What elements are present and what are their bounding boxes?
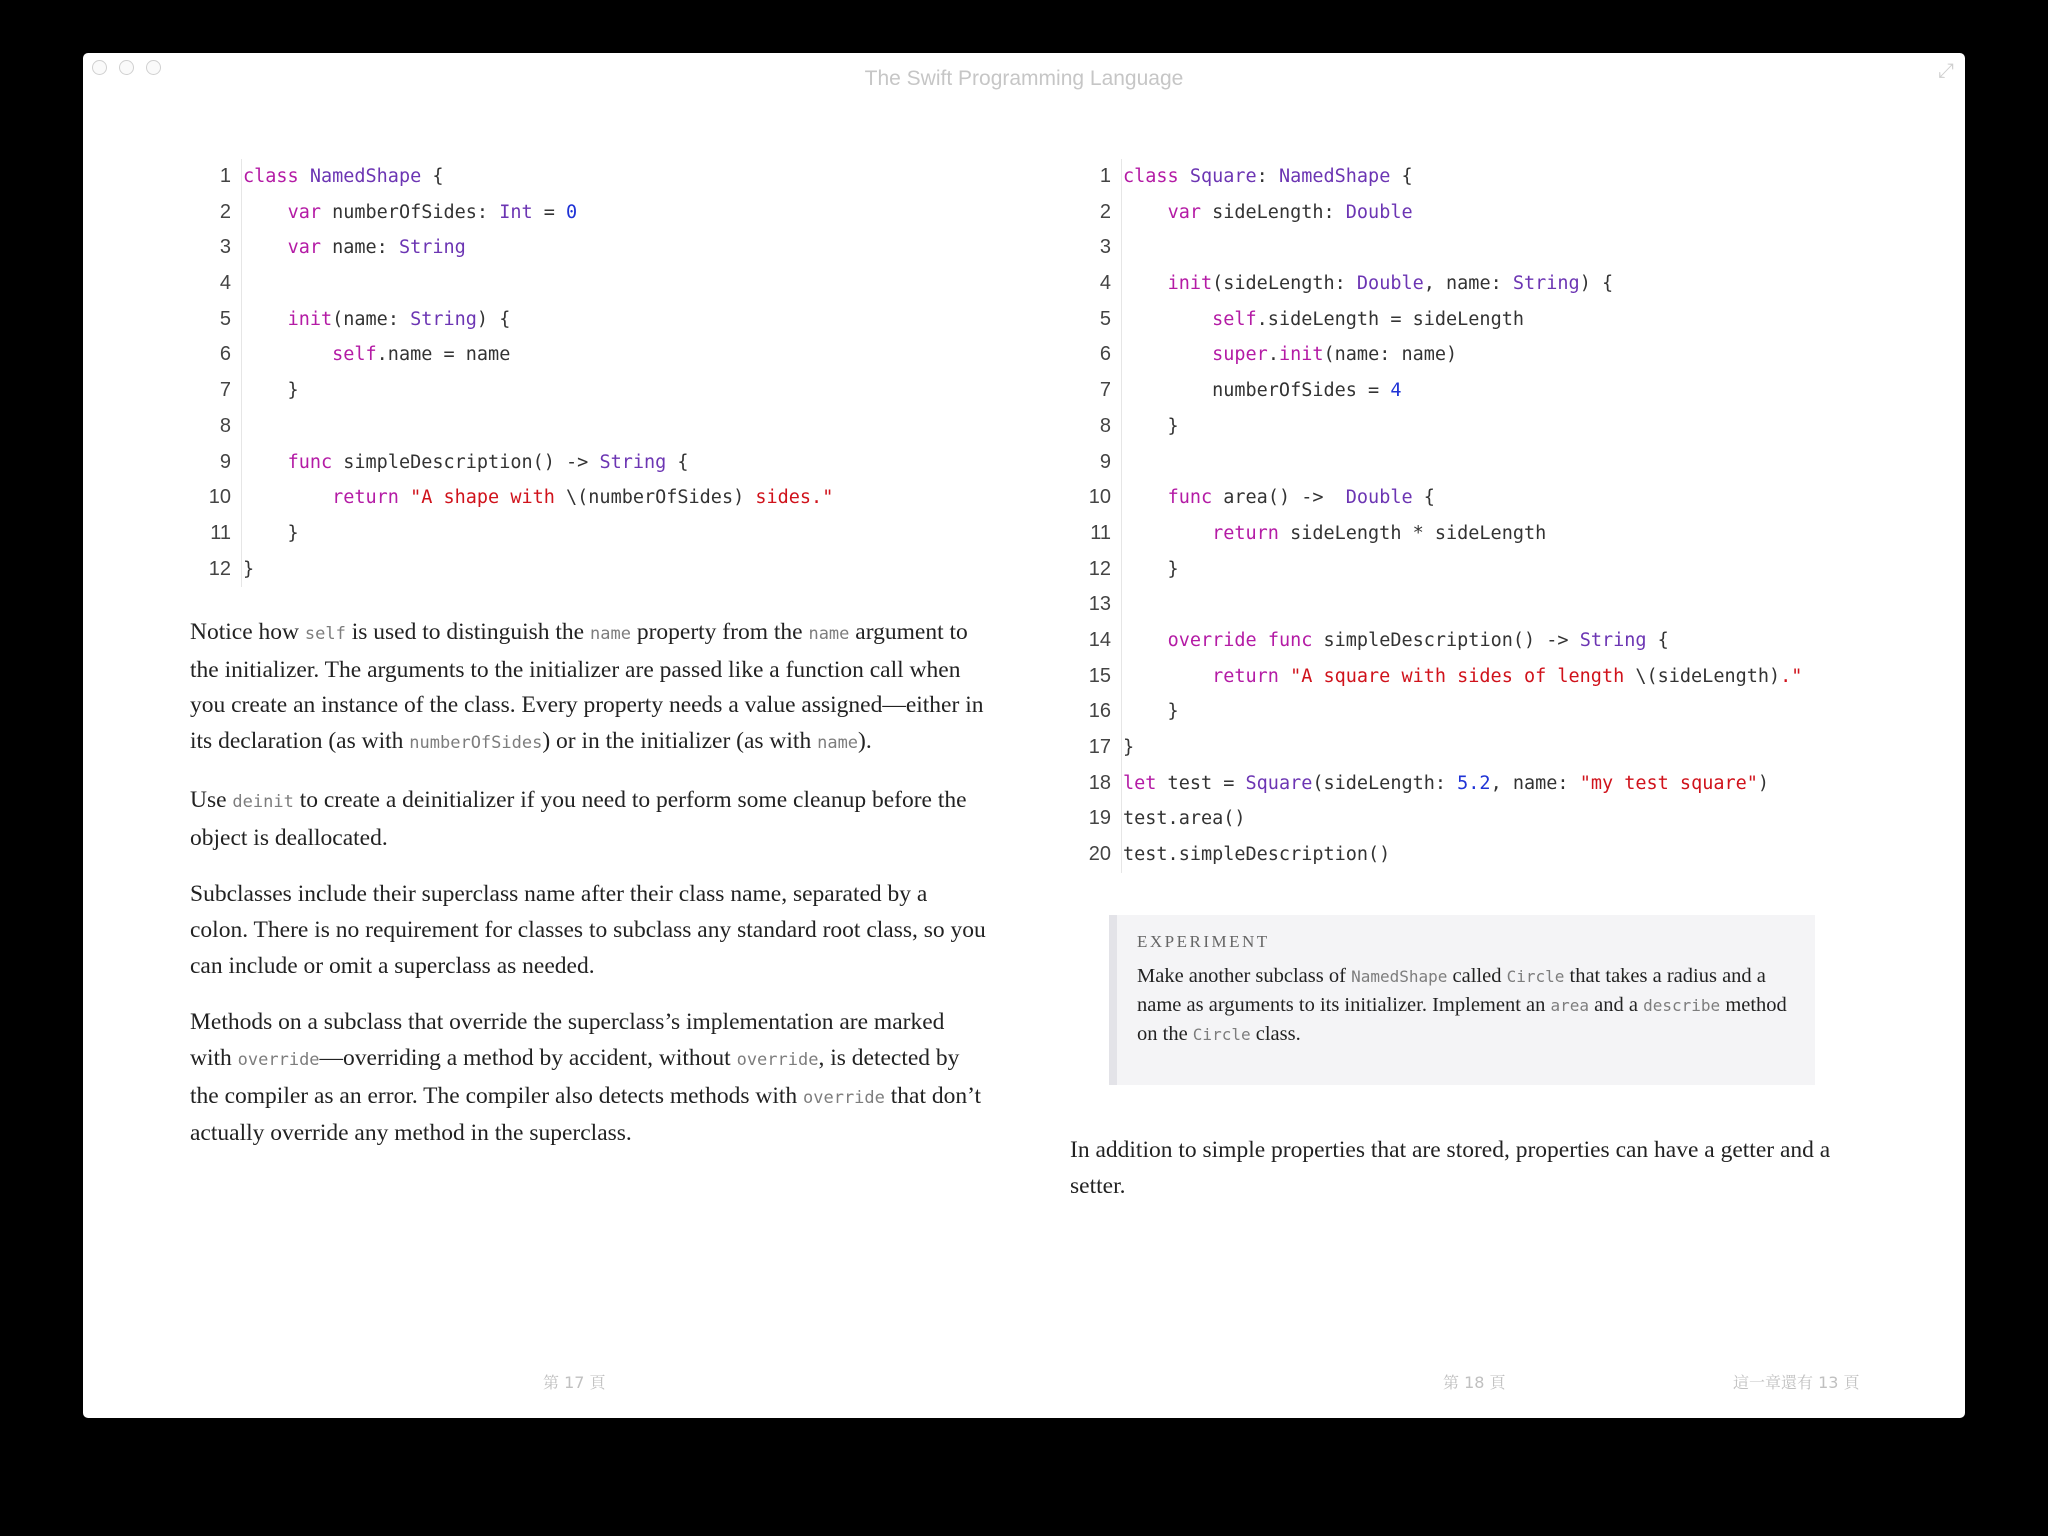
book-window bbox=[83, 53, 1965, 1418]
code-text: } bbox=[1123, 558, 1179, 580]
inline-code: deinit bbox=[232, 791, 294, 812]
line-number: 13 bbox=[1088, 593, 1111, 616]
code-line bbox=[181, 373, 961, 409]
line-number: 17 bbox=[1088, 736, 1111, 758]
line-number: 6 bbox=[1099, 343, 1111, 366]
code-line bbox=[1061, 302, 1941, 338]
code-line bbox=[1061, 587, 1941, 623]
inline-code: name bbox=[817, 733, 859, 754]
code-text: func simpleDescription() -> String { bbox=[287, 451, 689, 473]
line-number: 3 bbox=[219, 236, 231, 259]
inline-code: Circle bbox=[1192, 1025, 1251, 1044]
line-number: 8 bbox=[1099, 414, 1111, 437]
code-line bbox=[1061, 623, 1941, 659]
code-line bbox=[1061, 801, 1941, 837]
line-number: 4 bbox=[219, 272, 231, 295]
code-line bbox=[1061, 552, 1941, 588]
code-text: test.area() bbox=[1123, 808, 1246, 830]
line-number: 11 bbox=[1090, 521, 1111, 544]
code-text: var sideLength: Double bbox=[1167, 201, 1413, 223]
paragraph: In addition to simple properties that are stored, properties can have a getter and a setter. bbox=[1070, 1137, 1831, 1199]
code-text: numberOfSides = 4 bbox=[1123, 380, 1402, 402]
paragraph: Use deinit to create a deinitializer if you need to perform some cleanup before the object is deallocated. bbox=[190, 786, 967, 851]
left-page-number: 第 17 頁 bbox=[543, 1373, 606, 1392]
inline-code: self bbox=[304, 624, 346, 644]
line-number: 20 bbox=[1088, 843, 1111, 866]
code-text: } bbox=[1123, 415, 1179, 437]
pages-left-in-chapter: 這一章還有 13 頁 bbox=[1733, 1373, 1860, 1392]
inline-code: name bbox=[808, 624, 850, 644]
code-line bbox=[1061, 337, 1941, 373]
right-page-number: 第 18 頁 bbox=[1443, 1373, 1506, 1392]
code-line bbox=[181, 445, 961, 481]
code-line bbox=[1061, 266, 1941, 302]
inline-code: override bbox=[237, 1050, 320, 1071]
line-number: 18 bbox=[1088, 771, 1111, 794]
paragraph: Notice how self is used to distinguish the name property from the name argument to the initializer. The arguments to the initializer are passed like a function call when you create an instance of the class. Every property needs a value assigned—either in its declaration (as with numberOfSides) or in the initializer (as with name). bbox=[190, 619, 984, 755]
line-number: 10 bbox=[208, 486, 231, 509]
inline-code: Circle bbox=[1506, 967, 1565, 986]
line-number: 1 bbox=[1099, 165, 1111, 187]
code-text: self.name = name bbox=[332, 344, 511, 366]
code-line bbox=[181, 480, 961, 516]
right-page-text bbox=[1070, 1133, 1870, 1225]
line-number: 8 bbox=[219, 414, 231, 437]
code-line bbox=[181, 302, 961, 338]
code-text: test.simpleDescription() bbox=[1123, 844, 1391, 866]
line-number: 14 bbox=[1088, 628, 1111, 651]
code-text: self.sideLength = sideLength bbox=[1212, 308, 1524, 330]
code-text: } bbox=[1123, 737, 1135, 758]
code-line bbox=[181, 516, 961, 552]
paragraph: Methods on a subclass that override the superclass’s implementation are marked with override—overriding a method by accident, without override, is detected by the compiler as an error. The compiler also detects methods with override that don’t actually override any method in the superclass. bbox=[190, 1009, 982, 1147]
line-number: 11 bbox=[210, 521, 231, 544]
code-listing-namedshape bbox=[181, 159, 961, 587]
code-text: func area() -> Double { bbox=[1167, 487, 1435, 509]
line-number: 6 bbox=[219, 343, 231, 366]
line-number: 2 bbox=[1099, 200, 1111, 223]
code-text: super.init(name: name) bbox=[1212, 344, 1458, 366]
line-number: 9 bbox=[219, 450, 231, 473]
code-line bbox=[1061, 373, 1941, 409]
line-number: 19 bbox=[1088, 807, 1111, 830]
code-text: } bbox=[243, 522, 299, 544]
code-listing-square bbox=[1061, 159, 1941, 873]
code-line bbox=[1061, 516, 1941, 552]
code-text: let test = Square(sideLength: 5.2, name: "my test square") bbox=[1123, 772, 1770, 794]
inline-code: name bbox=[589, 624, 631, 644]
line-number: 9 bbox=[1099, 450, 1111, 473]
line-number: 4 bbox=[1099, 272, 1111, 295]
code-text: } bbox=[243, 558, 255, 580]
fullscreen-icon[interactable]: ⤢ bbox=[1938, 58, 1954, 82]
code-text: } bbox=[243, 380, 299, 402]
code-text: return "A square with sides of length \(sideLength)." bbox=[1212, 665, 1803, 687]
paragraph: Subclasses include their superclass name after their class name, separated by a colon. There is no requirement for classes to subclass any standard root class, so you can include or omit a superclass as needed. bbox=[190, 881, 986, 979]
line-number: 2 bbox=[219, 200, 231, 223]
code-line bbox=[1061, 480, 1941, 516]
code-line bbox=[1061, 766, 1941, 802]
inline-code: numberOfSides bbox=[409, 733, 543, 754]
code-line bbox=[1061, 195, 1941, 231]
line-number: 10 bbox=[1088, 486, 1111, 509]
inline-code: override bbox=[736, 1050, 819, 1071]
experiment-label: EXPERIMENT bbox=[1137, 932, 1270, 951]
code-line bbox=[181, 230, 961, 266]
window-title: The Swift Programming Language bbox=[864, 67, 1184, 90]
line-number: 5 bbox=[1099, 307, 1111, 330]
code-line bbox=[181, 409, 961, 445]
inline-code: area bbox=[1550, 996, 1590, 1015]
code-line bbox=[1061, 837, 1941, 873]
inline-code: override bbox=[803, 1087, 885, 1108]
code-line bbox=[1061, 659, 1941, 695]
line-number: 12 bbox=[208, 557, 231, 580]
line-number: 7 bbox=[1099, 379, 1111, 402]
code-line bbox=[181, 266, 961, 302]
code-text: class NamedShape { bbox=[243, 166, 444, 187]
code-text: init(sideLength: Double, name: String) { bbox=[1167, 273, 1614, 295]
inline-code: NamedShape bbox=[1351, 967, 1448, 986]
line-number: 15 bbox=[1088, 664, 1111, 687]
code-text: var name: String bbox=[287, 237, 466, 259]
line-number: 1 bbox=[219, 165, 231, 187]
line-number: 3 bbox=[1099, 236, 1111, 259]
inline-code: describe bbox=[1643, 996, 1721, 1015]
line-number: 5 bbox=[219, 307, 231, 330]
code-text: } bbox=[1123, 701, 1179, 723]
code-line bbox=[181, 552, 961, 588]
code-line bbox=[181, 195, 961, 231]
experiment-text: Make another subclass of NamedShape called Circle that takes a radius and a name as arguments to its initializer. Implement an area and a describe method on the Circle class. bbox=[1137, 965, 1787, 1045]
code-text: init(name: String) { bbox=[287, 308, 511, 330]
experiment-box bbox=[1109, 915, 1815, 1085]
code-line bbox=[1061, 730, 1941, 766]
code-text: class Square: NamedShape { bbox=[1123, 166, 1413, 187]
line-number: 16 bbox=[1088, 700, 1111, 723]
code-line bbox=[1061, 694, 1941, 730]
line-number: 7 bbox=[219, 379, 231, 402]
code-text: override func simpleDescription() -> String { bbox=[1167, 629, 1669, 651]
code-line bbox=[1061, 230, 1941, 266]
code-line bbox=[181, 337, 961, 373]
code-line bbox=[1061, 445, 1941, 481]
code-line bbox=[1061, 159, 1941, 195]
code-text: return "A shape with \(numberOfSides) sides." bbox=[332, 487, 834, 509]
code-text: var numberOfSides: Int = 0 bbox=[287, 201, 578, 223]
code-line bbox=[181, 159, 961, 195]
code-line bbox=[1061, 409, 1941, 445]
line-number: 12 bbox=[1088, 557, 1111, 580]
left-page-text bbox=[190, 615, 990, 1173]
code-text: return sideLength * sideLength bbox=[1212, 522, 1547, 544]
